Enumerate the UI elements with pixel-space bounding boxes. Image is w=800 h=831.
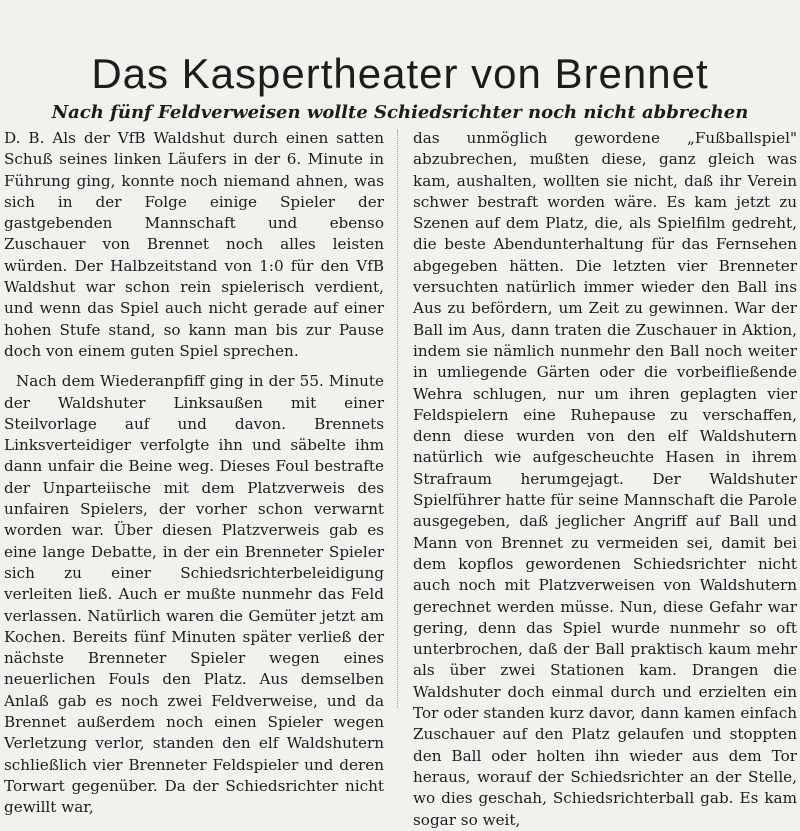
article-subheadline: Nach fünf Feldverweisen wollte Schiedsrichter noch nicht abbrechen: [51, 102, 749, 123]
column-divider: [397, 130, 398, 708]
paragraph-left-1: D. B. Als der VfB Waldshut durch einen satten Schuß seines linken Läufers in der 6. Minute in Führung ging, konnte noch niemand ahnen, was sich in der Folge einige Spieler der gastgebenden Mannschaft und ebenso Zuschauer von Brennet noch alles leisten würden. Der Halbzeitstand von 1:0 für den VfB Waldshut war schon rein spielerisch verdient, und wenn das Spiel auch nicht gerade auf einer hohen Stufe stand, so kann man bis zur Pause doch von einem guten Spiel sprechen.: [4, 129, 384, 360]
paragraph-left-2: Nach dem Wiederanpfiff ging in der 55. Minute der Waldshuter Linksaußen mit einer Steilvorlage auf und davon. Brennets Linksverteidiger verfolgte ihn und säbelte ihm dann unfair die Beine weg. Dieses Foul bestrafte der Unparteiische mit dem Platzverweis des unfairen Spielers, der vorher schon verwarnt worden war. Über diesen Platzverweis gab es eine lange Debatte, in der ein Brenneter Spieler sich zu einer Schiedsrichterbeleidigung verleiten ließ. Auch er mußte nunmehr das Feld verlassen. Natürlich waren die Gemüter jetzt am Kochen. Bereits fünf Minuten später verließ der nächste Brenneter Spieler wegen eines neuerlichen Fouls den Platz. Aus demselben Anlaß gab es noch zwei Feldverweise, und da Brennet außerdem noch einen Spieler wegen Verletzung verlor, standen den elf Waldshutern schließlich vier Brenneter Feldspieler und deren Torwart gegenüber. Da der Schiedsrichter nicht gewillt war,: [4, 372, 384, 817]
article-headline: Das Kaspertheater von Brennet: [91, 50, 709, 97]
right-column: [413, 128, 797, 831]
paragraph-right-1: das unmöglich gewordene „Fußballspiel" abzubrechen, mußten diese, ganz gleich was kam, aushalten, wollten sie nicht, daß ihr Verein schwer bestraft worden wäre. Es kam jetzt zu Szenen auf dem Platz, die, als Spielfilm gedreht, die beste Abendunterhaltung für das Fernsehen abgegeben hätten. Die letzten vier Brenneter versuchten natürlich immer wieder den Ball ins Aus zu befördern, um Zeit zu gewinnen. War der Ball im Aus, dann traten die Zuschauer in Aktion, indem sie nämlich nunmehr den Ball noch weiter in umliegende Gärten oder die vorbeifließende Wehra schlugen, nur um ihren geplagten vier Feldspielern eine Ruhepause zu verschaffen, denn diese wurden von den elf Waldshutern natürlich wie aufgescheuchte Hasen in ihrem Strafraum herumgejagt. Der Waldshuter Spielführer hatte für seine Mannschaft die Parole ausgegeben, daß jeglicher Angriff auf Ball und Mann von Brennet zu vermeiden sei, damit bei dem kopflos gewordenen Schiedsrichter nicht auch noch mit Platzverweisen von Waldshutern gerechnet werden müsse. Nun, diese Gefahr war gering, denn das Spiel wurde nunmehr so oft unterbrochen, daß der Ball praktisch kaum mehr als über zwei Stationen kam. Drangen die Waldshuter doch einmal durch und erzielten ein Tor oder standen kurz davor, dann kamen einfach Zuschauer auf den Platz gelaufen und stoppten den Ball oder holten ihn wieder aus dem Tor heraus, worauf der Schiedsrichter an der Stelle, wo dies geschah, Schiedsrichterball gab. Es kam sogar so weit,: [413, 129, 797, 829]
left-column: [4, 128, 384, 819]
